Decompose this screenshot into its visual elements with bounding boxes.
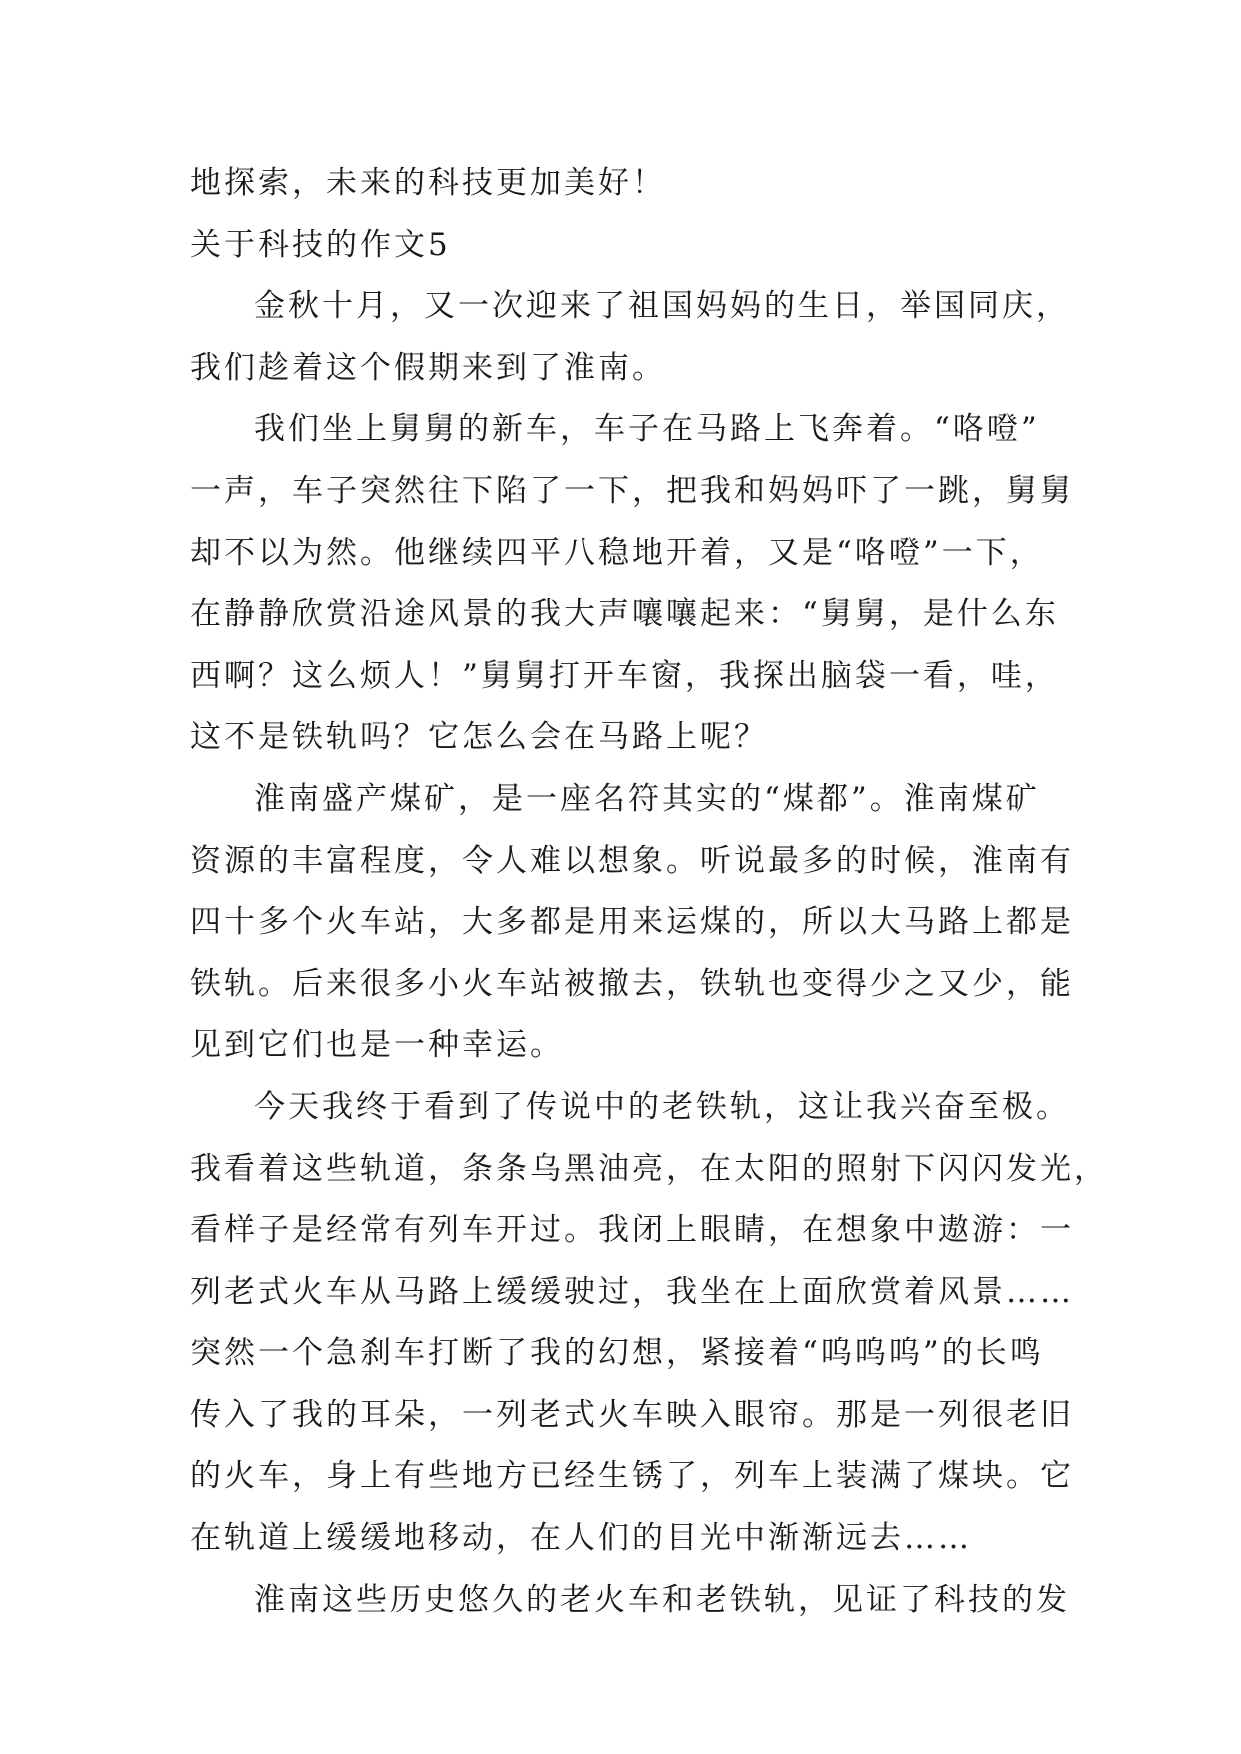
- text-line: 四十多个火车站，大多都是用来运煤的，所以大马路上都是: [190, 904, 1074, 941]
- text-line: 见到它们也是一种幸运。: [190, 1027, 564, 1064]
- text-line: 这不是铁轨吗？它怎么会在马路上呢？: [190, 719, 768, 756]
- paragraph-start-line: 淮南这些历史悠久的老火车和老铁轨，见证了科技的发: [254, 1581, 1070, 1618]
- essay-text: [190, 153, 1108, 1631]
- text-line: 西啊？这么烦人！”舅舅打开车窗，我探出脑袋一看，哇，: [190, 657, 1059, 694]
- text-line: 我们趁着这个假期来到了淮南。: [190, 349, 666, 386]
- text-line: 在静静欣赏沿途风景的我大声嚷嚷起来：“舅舅，是什么东: [190, 596, 1059, 633]
- paragraph-start-line: 我们坐上舅舅的新车，车子在马路上飞奔着。“咯噔”: [254, 411, 1040, 448]
- text-line: 一声，车子突然往下陷了一下，把我和妈妈吓了一跳，舅舅: [190, 472, 1074, 509]
- text-line: 铁轨。后来很多小火车站被撤去，铁轨也变得少之又少，能: [190, 965, 1074, 1002]
- text-line: 在轨道上缓缓地移动，在人们的目光中渐渐远去……: [190, 1520, 972, 1557]
- paragraph-start-line: 淮南盛产煤矿，是一座名符其实的“煤都”。淮南煤矿: [254, 780, 1040, 817]
- text-line: 却不以为然。他继续四平八稳地开着，又是“咯噔”一下，: [190, 534, 1044, 571]
- text-line: 资源的丰富程度，令人难以想象。听说最多的时候，淮南有: [190, 842, 1074, 879]
- paragraph-start-line: 今天我终于看到了传说中的老铁轨，这让我兴奋至极。: [254, 1088, 1070, 1125]
- text-line: 地探索，未来的科技更加美好！: [190, 165, 666, 201]
- text-line: 看样子是经常有列车开过。我闭上眼睛，在想象中遨游：一: [190, 1212, 1074, 1249]
- text-line: 传入了我的耳朵，一列老式火车映入眼帘。那是一列很老旧: [190, 1396, 1074, 1433]
- text-line: 突然一个急刹车打断了我的幻想，紧接着“呜呜呜”的长鸣: [190, 1335, 1044, 1372]
- paragraph-start-line: 金秋十月，又一次迎来了祖国妈妈的生日，举国同庆，: [254, 288, 1070, 325]
- text-line: 的火车，身上有些地方已经生锈了，列车上装满了煤块。它: [190, 1458, 1074, 1495]
- text-line: 列老式火车从马路上缓缓驶过，我坐在上面欣赏着风景……: [190, 1273, 1074, 1310]
- text-line: 我看着这些轨道，条条乌黑油亮，在太阳的照射下闪闪发光，: [190, 1150, 1108, 1187]
- essay-title: 关于科技的作文5: [190, 226, 451, 263]
